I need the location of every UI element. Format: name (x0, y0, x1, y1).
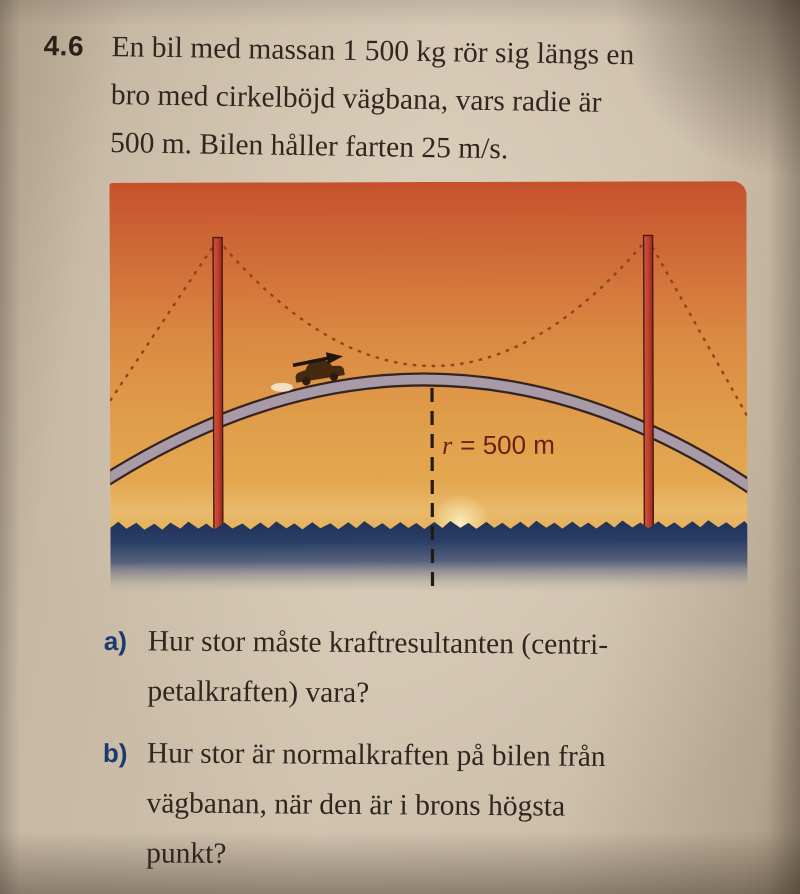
question-label: a) (103, 625, 128, 657)
question-label: b) (102, 737, 128, 769)
question-b (102, 728, 773, 883)
question-line: Hur stor måste kraftresultanten (centri- (147, 625, 609, 661)
problem-text (110, 23, 635, 175)
bridge-pylon-right (644, 235, 654, 533)
problem-text-line: En bil med massan 1 500 kg rör sig längs en (111, 31, 635, 72)
problem-number: 4.6 (43, 29, 85, 62)
question-list (102, 616, 774, 894)
radius-value: = 500 m (460, 429, 555, 460)
question-text (147, 616, 608, 720)
question-line: petalkraften) vara? (147, 675, 370, 710)
question-line: vägbanan, när den är i brons högsta (146, 787, 566, 823)
problem-text-line: bro med cirkelböjd vägbana, vars radie är (110, 79, 602, 119)
water (110, 520, 747, 595)
question-line: Hur stor är normalkraften på bilen från (146, 737, 606, 773)
question-a (103, 616, 774, 721)
bridge-illustration (109, 181, 747, 595)
bridge-illustration-svg (109, 181, 747, 595)
question-text (146, 728, 606, 882)
problem-text-line: 500 m. Bilen håller farten 25 m/s. (109, 127, 509, 166)
problem-statement (42, 22, 774, 177)
question-line: punkt? (146, 837, 227, 870)
radius-symbol: r (442, 430, 453, 460)
exhaust-puff (271, 383, 293, 392)
bridge-pylon-left (213, 238, 223, 532)
radius-dashed-line (432, 388, 433, 590)
